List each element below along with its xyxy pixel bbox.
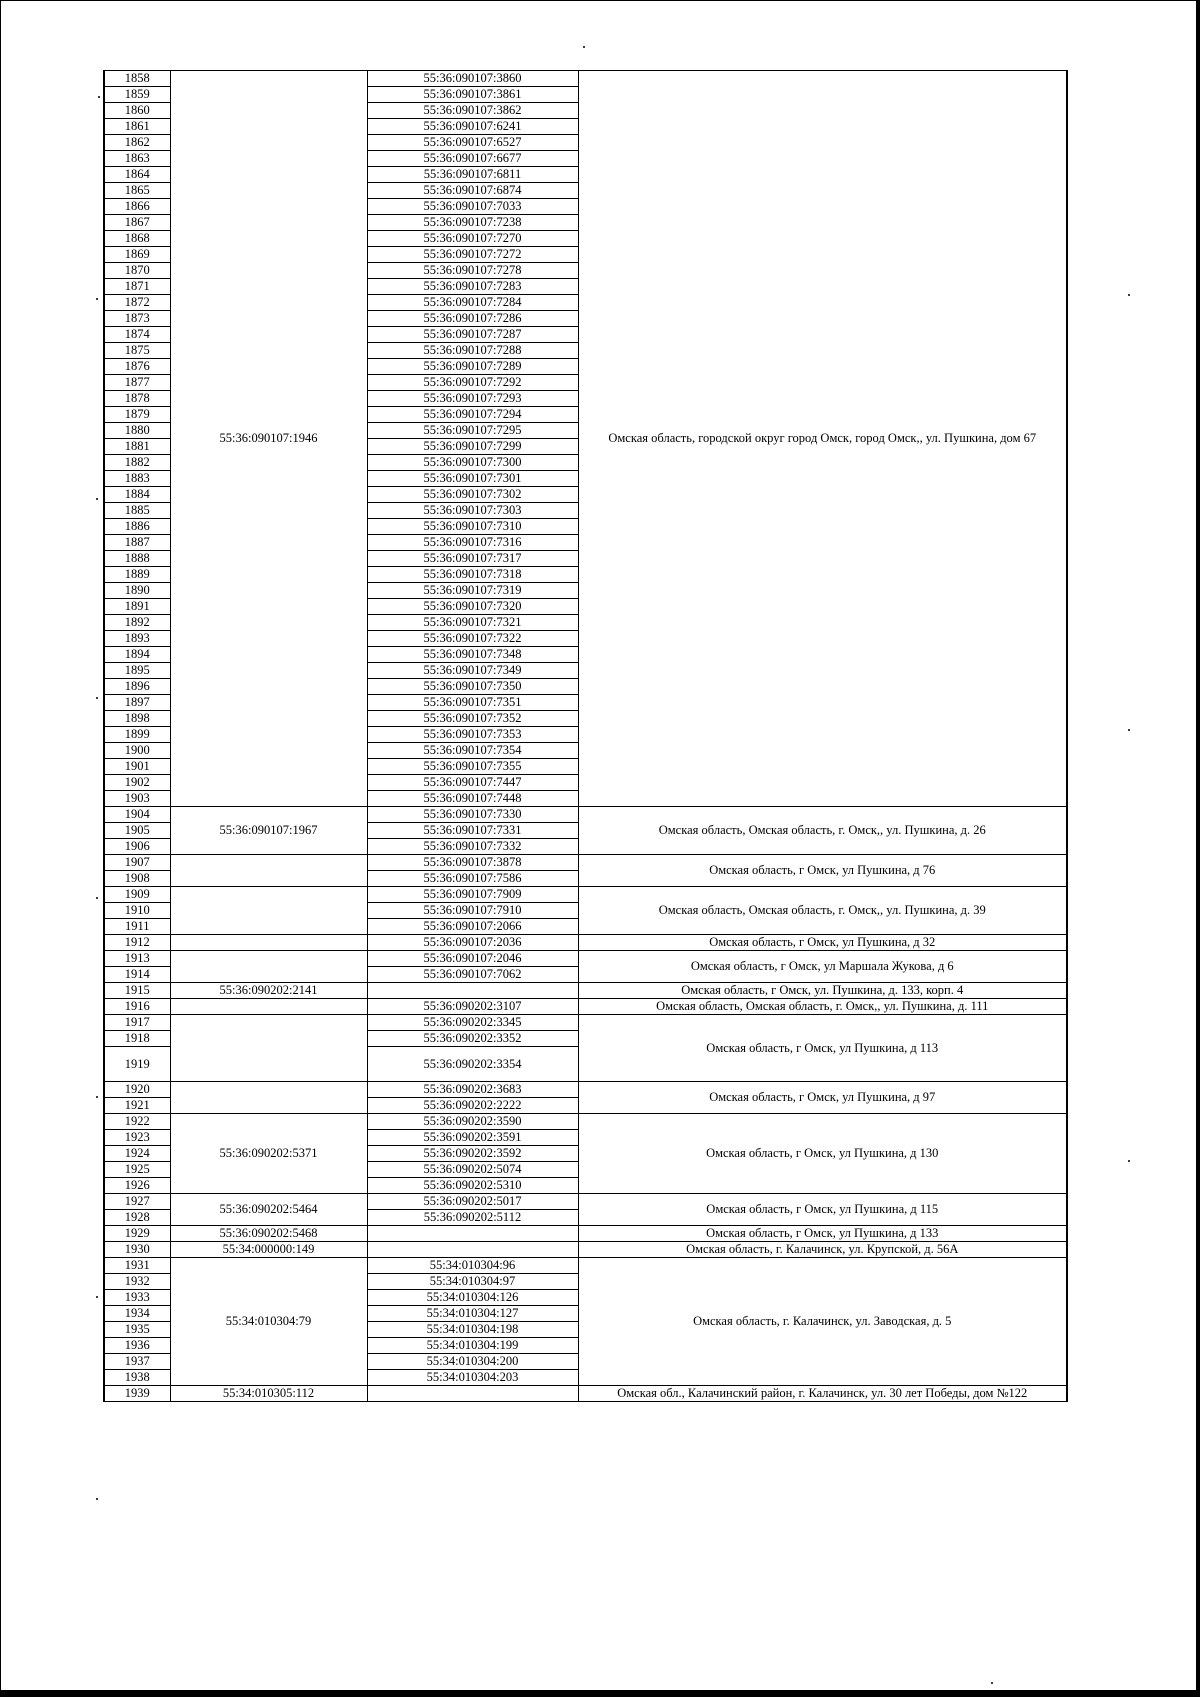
table-row	[104, 1226, 1067, 1242]
row-number-cell: 1886	[104, 519, 170, 535]
row-number-cell: 1875	[104, 343, 170, 359]
row-number-cell: 1903	[104, 791, 170, 807]
row-number-cell: 1916	[104, 999, 170, 1015]
parent-cadastral-cell: 55:36:090202:5468	[170, 1226, 367, 1242]
row-number-cell: 1928	[104, 1210, 170, 1226]
cadastral-number-cell: 55:36:090202:5017	[367, 1194, 578, 1210]
parent-cadastral-cell	[170, 1082, 367, 1114]
address-cell: Омская область, г Омск, ул Пушкина, д 32	[578, 935, 1067, 951]
scan-speck	[1128, 729, 1130, 731]
cadastral-number-cell: 55:36:090107:6677	[367, 151, 578, 167]
row-number-cell: 1871	[104, 279, 170, 295]
cadastral-number-cell: 55:36:090107:7283	[367, 279, 578, 295]
cadastral-number-cell: 55:36:090107:7287	[367, 327, 578, 343]
cadastral-number-cell: 55:36:090107:7321	[367, 615, 578, 631]
cadastral-number-cell: 55:36:090107:7448	[367, 791, 578, 807]
row-number-cell: 1874	[104, 327, 170, 343]
cadastral-number-cell: 55:36:090107:7272	[367, 247, 578, 263]
row-number-cell: 1870	[104, 263, 170, 279]
row-number-cell: 1923	[104, 1130, 170, 1146]
row-number-cell: 1896	[104, 679, 170, 695]
cadastral-number-cell: 55:36:090107:3861	[367, 87, 578, 103]
scan-speck	[1128, 1160, 1130, 1162]
row-number-cell: 1908	[104, 871, 170, 887]
row-number-cell: 1931	[104, 1258, 170, 1274]
address-cell: Омская обл., Калачинский район, г. Калачинск, ул. 30 лет Победы, дом №122	[578, 1386, 1067, 1402]
parent-cadastral-cell: 55:36:090107:1967	[170, 807, 367, 855]
row-number-cell: 1865	[104, 183, 170, 199]
cadastral-number-cell: 55:36:090107:7909	[367, 887, 578, 903]
cadastral-number-cell: 55:36:090107:7300	[367, 455, 578, 471]
row-number-cell: 1939	[104, 1386, 170, 1402]
row-number-cell: 1930	[104, 1242, 170, 1258]
cadastral-number-cell: 55:36:090107:7238	[367, 215, 578, 231]
cadastral-number-cell: 55:36:090107:7278	[367, 263, 578, 279]
parent-cadastral-cell	[170, 1015, 367, 1082]
cadastral-number-cell: 55:36:090107:7288	[367, 343, 578, 359]
row-number-cell: 1926	[104, 1178, 170, 1194]
cadastral-number-cell: 55:36:090107:7350	[367, 679, 578, 695]
row-number-cell: 1884	[104, 487, 170, 503]
row-number-cell: 1927	[104, 1194, 170, 1210]
cadastral-number-cell: 55:36:090202:3345	[367, 1015, 578, 1031]
cadastral-number-cell: 55:34:010304:126	[367, 1290, 578, 1306]
cadastral-number-cell: 55:36:090202:3107	[367, 999, 578, 1015]
cadastral-number-cell: 55:36:090107:7353	[367, 727, 578, 743]
table-row	[104, 1194, 1067, 1210]
cadastral-number-cell: 55:36:090202:3592	[367, 1146, 578, 1162]
cadastral-number-cell: 55:36:090107:7331	[367, 823, 578, 839]
cadastral-number-cell: 55:36:090107:7293	[367, 391, 578, 407]
row-number-cell: 1876	[104, 359, 170, 375]
scan-speck	[96, 298, 98, 300]
row-number-cell: 1892	[104, 615, 170, 631]
parent-cadastral-cell	[170, 855, 367, 887]
scan-speck	[96, 697, 98, 699]
cadastral-number-cell: 55:36:090107:7292	[367, 375, 578, 391]
scan-speck	[96, 897, 98, 899]
scan-speck	[1128, 294, 1130, 296]
address-cell: Омская область, г Омск, ул Пушкина, д 133	[578, 1226, 1067, 1242]
table-row	[104, 1082, 1067, 1098]
row-number-cell: 1881	[104, 439, 170, 455]
table-row	[104, 1015, 1067, 1031]
cadastral-number-cell: 55:36:090107:7320	[367, 599, 578, 615]
cadastral-number-cell	[367, 983, 578, 999]
address-cell: Омская область, Омская область, г. Омск,, ул. Пушкина, д. 26	[578, 807, 1067, 855]
scan-speck	[96, 1296, 98, 1298]
row-number-cell: 1893	[104, 631, 170, 647]
address-cell: Омская область, г. Калачинск, ул. Крупской, д. 56А	[578, 1242, 1067, 1258]
cadastral-number-cell: 55:36:090107:7332	[367, 839, 578, 855]
row-number-cell: 1872	[104, 295, 170, 311]
scan-speck	[583, 46, 585, 48]
cadastral-number-cell: 55:36:090107:7349	[367, 663, 578, 679]
cadastral-number-cell: 55:36:090107:3860	[367, 71, 578, 87]
cadastral-number-cell: 55:36:090107:7303	[367, 503, 578, 519]
address-cell: Омская область, г Омск, ул Пушкина, д 115	[578, 1194, 1067, 1226]
cadastral-number-cell: 55:36:090107:7294	[367, 407, 578, 423]
cadastral-number-cell: 55:34:010304:200	[367, 1354, 578, 1370]
cadastral-number-cell: 55:36:090202:5074	[367, 1162, 578, 1178]
row-number-cell: 1877	[104, 375, 170, 391]
cadastral-number-cell	[367, 1386, 578, 1402]
row-number-cell: 1905	[104, 823, 170, 839]
row-number-cell: 1885	[104, 503, 170, 519]
row-number-cell: 1929	[104, 1226, 170, 1242]
table-row	[104, 855, 1067, 871]
cadastral-number-cell: 55:36:090202:5112	[367, 1210, 578, 1226]
row-number-cell: 1912	[104, 935, 170, 951]
cadastral-number-cell: 55:36:090107:7270	[367, 231, 578, 247]
cadastral-number-cell: 55:36:090107:7062	[367, 967, 578, 983]
parent-cadastral-cell: 55:34:010304:79	[170, 1258, 367, 1386]
cadastral-number-cell: 55:36:090107:7284	[367, 295, 578, 311]
cadastral-number-cell: 55:36:090202:3683	[367, 1082, 578, 1098]
parent-cadastral-cell: 55:36:090202:2141	[170, 983, 367, 999]
cadastral-number-cell: 55:36:090107:7330	[367, 807, 578, 823]
page-frame-left	[0, 0, 1, 1697]
row-number-cell: 1932	[104, 1274, 170, 1290]
row-number-cell: 1904	[104, 807, 170, 823]
row-number-cell: 1935	[104, 1322, 170, 1338]
parent-cadastral-cell	[170, 935, 367, 951]
row-number-cell: 1936	[104, 1338, 170, 1354]
cadastral-number-cell: 55:36:090107:7352	[367, 711, 578, 727]
row-number-cell: 1922	[104, 1114, 170, 1130]
cadastral-number-cell: 55:36:090107:7302	[367, 487, 578, 503]
row-number-cell: 1867	[104, 215, 170, 231]
parent-cadastral-cell: 55:36:090202:5464	[170, 1194, 367, 1226]
cadastral-number-cell: 55:36:090107:7301	[367, 471, 578, 487]
cadastral-number-cell: 55:36:090107:7355	[367, 759, 578, 775]
table-row	[104, 71, 1067, 87]
row-number-cell: 1937	[104, 1354, 170, 1370]
cadastral-number-cell: 55:36:090107:7351	[367, 695, 578, 711]
row-number-cell: 1891	[104, 599, 170, 615]
row-number-cell: 1934	[104, 1306, 170, 1322]
scan-speck	[991, 1682, 993, 1684]
row-number-cell: 1860	[104, 103, 170, 119]
parent-cadastral-cell	[170, 887, 367, 935]
table-row	[104, 887, 1067, 903]
page-frame-bottom	[0, 1690, 1200, 1697]
cadastral-number-cell: 55:36:090107:3862	[367, 103, 578, 119]
cadastral-number-cell: 55:36:090107:7910	[367, 903, 578, 919]
row-number-cell: 1890	[104, 583, 170, 599]
row-number-cell: 1895	[104, 663, 170, 679]
cadastral-number-cell: 55:36:090107:7299	[367, 439, 578, 455]
address-cell: Омская область, г. Калачинск, ул. Заводская, д. 5	[578, 1258, 1067, 1386]
cadastral-number-cell: 55:36:090107:7348	[367, 647, 578, 663]
parent-cadastral-cell: 55:34:010305:112	[170, 1386, 367, 1402]
cadastral-number-cell: 55:34:010304:97	[367, 1274, 578, 1290]
table-body	[104, 71, 1067, 1402]
row-number-cell: 1868	[104, 231, 170, 247]
cadastral-number-cell: 55:34:010304:198	[367, 1322, 578, 1338]
row-number-cell: 1918	[104, 1031, 170, 1047]
cadastral-number-cell: 55:36:090107:7322	[367, 631, 578, 647]
row-number-cell: 1910	[104, 903, 170, 919]
row-number-cell: 1878	[104, 391, 170, 407]
row-number-cell: 1909	[104, 887, 170, 903]
page-frame-right	[1196, 0, 1200, 1697]
address-cell: Омская область, г Омск, ул Пушкина, д 113	[578, 1015, 1067, 1082]
table-row	[104, 1386, 1067, 1402]
table-row	[104, 983, 1067, 999]
scan-speck	[96, 1498, 98, 1500]
row-number-cell: 1911	[104, 919, 170, 935]
address-cell: Омская область, г Омск, ул. Пушкина, д. 133, корп. 4	[578, 983, 1067, 999]
scan-speck	[96, 1096, 98, 1098]
cadastral-number-cell: 55:36:090107:3878	[367, 855, 578, 871]
cadastral-number-cell: 55:36:090107:7354	[367, 743, 578, 759]
row-number-cell: 1925	[104, 1162, 170, 1178]
address-cell: Омская область, г Омск, ул Маршала Жукова, д 6	[578, 951, 1067, 983]
row-number-cell: 1894	[104, 647, 170, 663]
row-number-cell: 1897	[104, 695, 170, 711]
row-number-cell: 1917	[104, 1015, 170, 1031]
cadastral-number-cell: 55:34:010304:203	[367, 1370, 578, 1386]
parent-cadastral-cell: 55:34:000000:149	[170, 1242, 367, 1258]
row-number-cell: 1921	[104, 1098, 170, 1114]
cadastral-number-cell: 55:36:090107:7316	[367, 535, 578, 551]
cadastral-number-cell: 55:36:090107:7318	[367, 567, 578, 583]
cadastral-number-cell	[367, 1226, 578, 1242]
cadastral-number-cell: 55:36:090202:2222	[367, 1098, 578, 1114]
cadastral-number-cell: 55:36:090107:7289	[367, 359, 578, 375]
cadastral-number-cell: 55:36:090107:6811	[367, 167, 578, 183]
row-number-cell: 1862	[104, 135, 170, 151]
cadastral-number-cell: 55:36:090202:3591	[367, 1130, 578, 1146]
row-number-cell: 1866	[104, 199, 170, 215]
cadastral-number-cell: 55:36:090107:2066	[367, 919, 578, 935]
row-number-cell: 1902	[104, 775, 170, 791]
row-number-cell: 1913	[104, 951, 170, 967]
row-number-cell: 1863	[104, 151, 170, 167]
cadastral-number-cell: 55:36:090202:3352	[367, 1031, 578, 1047]
cadastral-number-cell: 55:36:090202:5310	[367, 1178, 578, 1194]
cadastral-number-cell: 55:36:090202:3354	[367, 1047, 578, 1082]
cadastral-number-cell: 55:36:090107:6527	[367, 135, 578, 151]
address-cell: Омская область, городской округ город Омск, город Омск,, ул. Пушкина, дом 67	[578, 71, 1067, 807]
cadastral-number-cell: 55:36:090107:2036	[367, 935, 578, 951]
parent-cadastral-cell: 55:36:090107:1946	[170, 71, 367, 807]
address-cell: Омская область, г Омск, ул Пушкина, д 76	[578, 855, 1067, 887]
row-number-cell: 1915	[104, 983, 170, 999]
parent-cadastral-cell	[170, 951, 367, 983]
cadastral-number-cell: 55:34:010304:199	[367, 1338, 578, 1354]
row-number-cell: 1898	[104, 711, 170, 727]
row-number-cell: 1859	[104, 87, 170, 103]
row-number-cell: 1873	[104, 311, 170, 327]
parent-cadastral-cell	[170, 999, 367, 1015]
cadastral-number-cell: 55:36:090107:7317	[367, 551, 578, 567]
row-number-cell: 1882	[104, 455, 170, 471]
cadastral-number-cell: 55:36:090107:7586	[367, 871, 578, 887]
table-row	[104, 1114, 1067, 1130]
cadastral-number-cell: 55:36:090107:7033	[367, 199, 578, 215]
table-row	[104, 1258, 1067, 1274]
row-number-cell: 1888	[104, 551, 170, 567]
row-number-cell: 1883	[104, 471, 170, 487]
row-number-cell: 1858	[104, 71, 170, 87]
cadastral-number-cell: 55:36:090107:6241	[367, 119, 578, 135]
table-row	[104, 951, 1067, 967]
table-row	[104, 999, 1067, 1015]
cadastral-number-cell: 55:36:090107:7310	[367, 519, 578, 535]
cadastral-number-cell: 55:36:090107:7286	[367, 311, 578, 327]
cadastral-number-cell: 55:36:090107:7447	[367, 775, 578, 791]
cadastral-number-cell: 55:36:090107:6874	[367, 183, 578, 199]
table-row	[104, 807, 1067, 823]
row-number-cell: 1864	[104, 167, 170, 183]
row-number-cell: 1938	[104, 1370, 170, 1386]
row-number-cell: 1906	[104, 839, 170, 855]
cadastral-number-cell: 55:36:090107:7319	[367, 583, 578, 599]
row-number-cell: 1880	[104, 423, 170, 439]
table-row	[104, 1242, 1067, 1258]
row-number-cell: 1914	[104, 967, 170, 983]
address-cell: Омская область, Омская область, г. Омск,, ул. Пушкина, д. 39	[578, 887, 1067, 935]
address-cell: Омская область, г Омск, ул Пушкина, д 97	[578, 1082, 1067, 1114]
row-number-cell: 1861	[104, 119, 170, 135]
cadastral-number-cell	[367, 1242, 578, 1258]
row-number-cell: 1901	[104, 759, 170, 775]
address-cell: Омская область, Омская область, г. Омск,, ул. Пушкина, д. 111	[578, 999, 1067, 1015]
row-number-cell: 1899	[104, 727, 170, 743]
row-number-cell: 1879	[104, 407, 170, 423]
cadastral-number-cell: 55:36:090107:2046	[367, 951, 578, 967]
row-number-cell: 1900	[104, 743, 170, 759]
cadastral-number-cell: 55:36:090107:7295	[367, 423, 578, 439]
row-number-cell: 1869	[104, 247, 170, 263]
row-number-cell: 1933	[104, 1290, 170, 1306]
parent-cadastral-cell: 55:36:090202:5371	[170, 1114, 367, 1194]
row-number-cell: 1920	[104, 1082, 170, 1098]
scan-speck	[96, 498, 98, 500]
cadastral-number-cell: 55:36:090202:3590	[367, 1114, 578, 1130]
address-cell: Омская область, г Омск, ул Пушкина, д 130	[578, 1114, 1067, 1194]
cadastral-number-cell: 55:34:010304:96	[367, 1258, 578, 1274]
cadastral-table	[103, 70, 1068, 1402]
row-number-cell: 1889	[104, 567, 170, 583]
page-frame-top	[0, 0, 1200, 1]
row-number-cell: 1907	[104, 855, 170, 871]
row-number-cell: 1887	[104, 535, 170, 551]
table-row	[104, 935, 1067, 951]
row-number-cell: 1924	[104, 1146, 170, 1162]
row-number-cell: 1919	[104, 1047, 170, 1082]
cadastral-number-cell: 55:34:010304:127	[367, 1306, 578, 1322]
scan-speck	[98, 96, 100, 98]
